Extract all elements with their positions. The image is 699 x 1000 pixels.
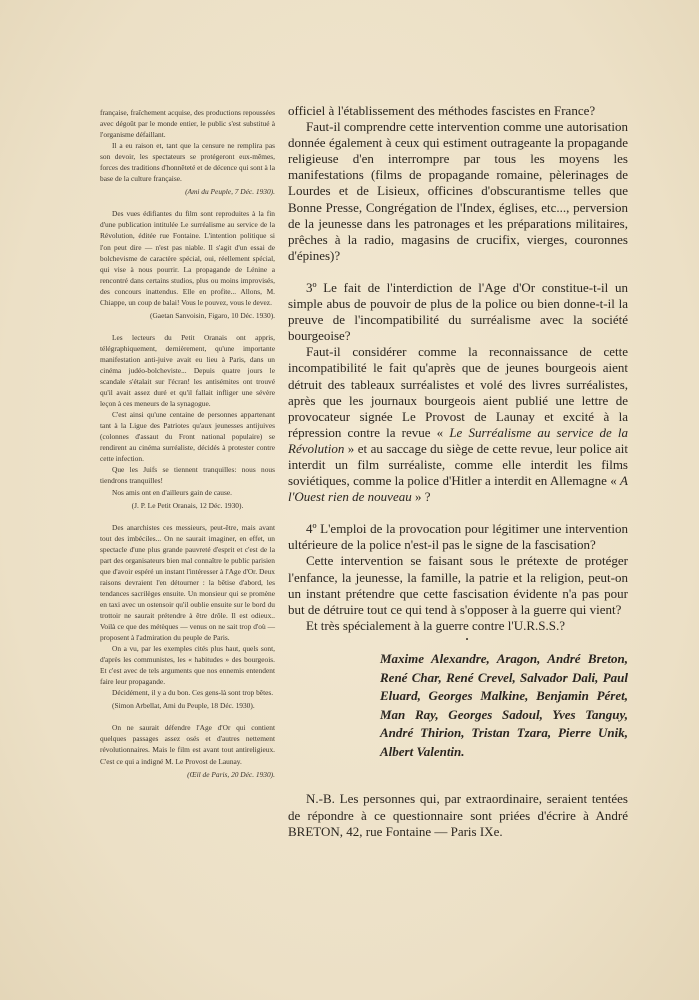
text-segment: Faut-il considérer comme la reconnaissance de cette incompatibilité le fait qu'après que de jeunes bourgeois aient détruit des tableaux surréalistes et volé des livres surréalistes, après que les journaux bourgeois aient publié une lettre de provocateur signée Le Provost de Launay et excité à la répression contre la revue « [288,344,628,440]
paragraph: Nos amis ont en d'ailleurs gain de cause. [112,487,232,497]
question-3: 3º Le fait de l'interdiction de l'Age d'Or constitue-t-il un simple abus de pouvoir de plus de la police ou bien donne-t-il la preuve de l'incompatibilité du surréalisme avec la société bourgeoise? [288,279,628,344]
ornament: • [465,634,469,644]
text-segment: » et au saccage du siège de cette revue, leur police ait interdit un film surréaliste, comme elle interdit les films soviétiques, comme la police d'Hitler a interdit en Allemagne « [288,440,628,489]
paragraph: Que les Juifs se tiennent tranquilles: nous nous tiendrons tranquilles! [100,465,275,486]
paragraph: Et très spécialement à la guerre contre l'U.R.S.S.? [306,617,566,633]
paragraph: Cette intervention se faisant sous le prétexte de protéger l'enfance, la jeunesse, la famille, la patrie et la religion, peut-on un instant prétendre que cette fascisation évidente n'a pas pour but de détruire tout ce qui tend à s'opposer à la guerre qui vient? [288,553,628,617]
paragraph: Décidément, il y a du bon. Ces gens-là sont trop bêtes. [112,688,274,698]
paragraph [288,344,628,505]
text-segment: » ? [411,489,431,505]
paragraph: C'est ainsi qu'une centaine de personnes appartenant tant à la Ligue des Patriotes qu'aux jeunesses antijuives (colonnes d'assaut du Front national populaire) se rendirent au cinéma surréaliste, décidés à protester contre cette infection. [100,410,275,464]
citation: (Œil de Paris, 20 Déc. 1930). [187,769,275,779]
citation: (Ami du Peuple, 7 Déc. 1930). [185,187,275,197]
paragraph: Faut-il comprendre cette intervention comme une autorisation donnée également à ceux qui estiment outrageante la propagande religieuse d'en interrompre par tous les moyens les manifestations (films de propagande romaine, pèlerinages de Lourdes et de Lisieux, officines d'obscurantisme telles que Bonne Presse, Congrégation de l'Index, églises, etc..., perversion de la jeunesse dans les patronages et les préparations militaires, prêches à la radio, magasins de crucifix, vierges, couronnes d'épines)? [288,119,629,263]
right-column [288,103,628,841]
citation: (J. P. Le Petit Oranais, 12 Déc. 1930). [131,500,244,510]
paragraph: Les lecteurs du Petit Oranais ont appris, télégraphiquement, dernièrement, qu'une importante manifestation anti-juive avait eu lieu à Paris, dans un cinéma judéo-bolcheviste... Depuis quatre jours le scandale s'étalait sur l'écran! les antisémites ont trouvé qu'il avait assez duré et qu'il fallait infliger une sévère leçon à ces meneurs de la synagogue. [100,332,275,409]
paragraph: officiel à l'établissement des méthodes fascistes en France? [288,103,596,118]
citation: (Simon Arbellat, Ami du Peuple, 18 Déc. 1930). [112,701,255,711]
paragraph: On a vu, par les exemples cités plus haut, quels sont, d'après les communistes, les « habitudes » des bourgeois. Et c'est avec de tels arguments que nos ennemis entendent faire leur propagande. [100,644,275,687]
nota-bene: N.-B. Les personnes qui, par extraordinaire, seraient tentées de répondre à ce questionnaire sont priées d'écrire à André BRETON, 42, rue Fontaine — Paris IXe. [288,791,628,840]
film-title: A l'Ouest rien de nouveau [288,473,628,505]
signatories: Maxime Alexandre, Aragon, André Breton, René Char, René Crevel, Salvador Dali, Paul Eluard, Georges Malkine, Benjamin Péret, Man Ray, Georges Sadoul, Yves Tanguy, André Thirion, Tristan Tzara, Pierre Unik, Albert Valentin. [380,650,628,759]
paragraph: Des anarchistes ces messieurs, peut-être, mais avant tout des imbéciles... On ne saurait imaginer, en effet, un spectacle d'une plus grande pauvreté d'esprit et c'est de la part des organisateurs bien mal connaître le public parisien que d'avoir espéré un instant l'intéresser à l'Age d'Or. Deux raisons devraient l'en détourner : la bêtise d'abord, les tendances sacrilèges ensuite. Un monsieur qui se promène en taxi avec un ostensoir qu'il oublie ensuite sur le bord du trottoir ne saurait prétendre à être drôle. Il est odieux.. Voilà ce que des métèques — venus on ne sait trop d'où — proposent à l'admiration du peuple de Paris. [100,522,275,643]
paragraph: Des vues édifiantes du film sont reproduites à la fin d'une publication intitulée Le surréalisme au service de la Révolution, éditée rue Fontaine. L'intention politique si l'on peut dire — n'est pas niable. Il s'agit d'un essai de bolchevisme de caractère spécial, oui, réellement spécial, qui vise à nous pourrir. La propagande de Lénine a rencontré dans certains studios, plus ou moins improvisés, des concours inattendus. Elle en profite... Allons, M. Chiappe, un coup de balai! Vous le pouvez, vous le devez. [100,209,275,307]
paragraph: française, fraîchement acquise, des productions repoussées avec dégoût par le monde entier, le public s'est substitué à l'organisme défaillant. [100,108,275,140]
paragraph: Il a eu raison et, tant que la censure ne remplira pas son devoir, les spectateurs se protégeront eux-mêmes, forces des traditions d'honnêteté et de décence qui sont à la base de la culture française. [100,141,275,184]
left-column [100,107,275,780]
citation: (Gaetan Sanvoisin, Figaro, 10 Déc. 1930). [150,310,275,320]
question-4: 4º L'emploi de la provocation pour légitimer une intervention ultérieure de la police n'est-il pas le signe de la fascisation? [288,521,628,553]
journal-title: Le Surréalisme au service de la Révolution [288,424,628,456]
paragraph: On ne saurait défendre l'Age d'Or qui contient quelques passages assez osés et d'autres nettement révolutionnaires. Mais le film est avant tout antireligieux. C'est ce qui a indigné M. Le Provost de Launay. [100,723,275,766]
